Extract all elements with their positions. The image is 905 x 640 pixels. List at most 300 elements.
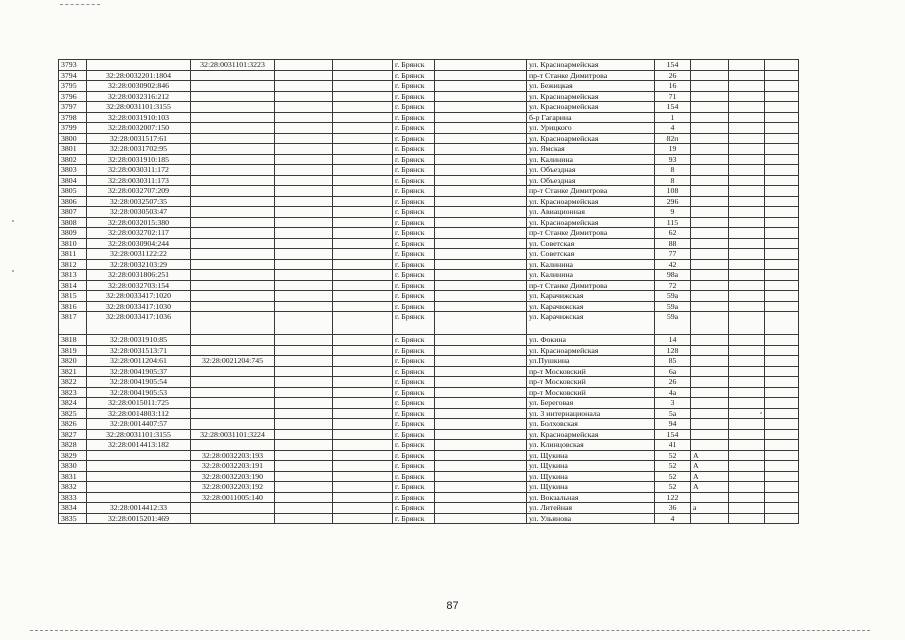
- cadastral-number-2-cell: [191, 345, 275, 356]
- cadastral-number-2-cell: [191, 196, 275, 207]
- empty-cell: [435, 280, 527, 291]
- house-number-cell: 93: [655, 154, 691, 165]
- empty-cell: [765, 196, 799, 207]
- cadastral-number-cell: 32:28:0031517:61: [87, 133, 191, 144]
- cadastral-number-2-cell: [191, 154, 275, 165]
- empty-cell: [275, 450, 333, 461]
- street-cell: ул. Карачижская: [527, 312, 655, 335]
- register-table-body: [59, 60, 799, 524]
- empty-cell: [729, 335, 765, 346]
- empty-cell: [765, 461, 799, 472]
- cadastral-number-cell: 32:28:0030904:244: [87, 238, 191, 249]
- table-row: [59, 387, 799, 398]
- empty-cell: [333, 259, 393, 270]
- table-row: [59, 196, 799, 207]
- empty-cell: [765, 291, 799, 302]
- house-number-cell: 26: [655, 70, 691, 81]
- row-number-cell: 3831: [59, 471, 87, 482]
- cadastral-number-2-cell: 32:28:0032203:190: [191, 471, 275, 482]
- empty-cell: [765, 259, 799, 270]
- empty-cell: [765, 154, 799, 165]
- empty-cell: [275, 259, 333, 270]
- house-number-cell: 4: [655, 513, 691, 524]
- house-letter-cell: А: [691, 482, 729, 493]
- city-cell: г. Брянск: [393, 419, 435, 430]
- empty-cell: [435, 207, 527, 218]
- empty-cell: [729, 503, 765, 514]
- empty-cell: [765, 186, 799, 197]
- table-row: [59, 482, 799, 493]
- empty-cell: [729, 440, 765, 451]
- cadastral-number-cell: 32:28:0033417:1020: [87, 291, 191, 302]
- table-row: [59, 112, 799, 123]
- empty-cell: [765, 312, 799, 335]
- table-row: [59, 301, 799, 312]
- table-row: [59, 450, 799, 461]
- house-letter-cell: [691, 102, 729, 113]
- street-cell: ул. Бежицкая: [527, 81, 655, 92]
- row-number-cell: 3816: [59, 301, 87, 312]
- city-cell: г. Брянск: [393, 461, 435, 472]
- empty-cell: [765, 408, 799, 419]
- page-number: 87: [446, 600, 459, 612]
- street-cell: б-р Гагарина: [527, 112, 655, 123]
- house-letter-cell: [691, 133, 729, 144]
- empty-cell: [333, 81, 393, 92]
- empty-cell: [765, 70, 799, 81]
- cadastral-number-cell: 32:28:0031122:22: [87, 249, 191, 260]
- empty-cell: [729, 312, 765, 335]
- house-number-cell: 52: [655, 450, 691, 461]
- house-number-cell: 71: [655, 91, 691, 102]
- house-letter-cell: [691, 144, 729, 155]
- empty-cell: [435, 154, 527, 165]
- city-cell: г. Брянск: [393, 217, 435, 228]
- empty-cell: [333, 345, 393, 356]
- city-cell: г. Брянск: [393, 408, 435, 419]
- house-letter-cell: [691, 356, 729, 367]
- empty-cell: [275, 408, 333, 419]
- house-number-cell: 85: [655, 356, 691, 367]
- cadastral-number-2-cell: [191, 144, 275, 155]
- empty-cell: [333, 217, 393, 228]
- house-number-cell: 154: [655, 60, 691, 71]
- cadastral-number-cell: 32:28:0032201:1804: [87, 70, 191, 81]
- empty-cell: [275, 123, 333, 134]
- city-cell: г. Брянск: [393, 133, 435, 144]
- table-row: [59, 335, 799, 346]
- cadastral-number-cell: 32:28:0030902:846: [87, 81, 191, 92]
- table-row: [59, 513, 799, 524]
- empty-cell: [729, 123, 765, 134]
- city-cell: г. Брянск: [393, 291, 435, 302]
- cadastral-number-2-cell: [191, 207, 275, 218]
- empty-cell: [765, 112, 799, 123]
- empty-cell: [435, 123, 527, 134]
- city-cell: г. Брянск: [393, 377, 435, 388]
- table-row: [59, 440, 799, 451]
- empty-cell: [765, 301, 799, 312]
- house-letter-cell: [691, 513, 729, 524]
- empty-cell: [435, 102, 527, 113]
- house-number-cell: 52: [655, 471, 691, 482]
- cadastral-number-cell: 32:28:0031702:95: [87, 144, 191, 155]
- empty-cell: [765, 217, 799, 228]
- cadastral-number-cell: 32:28:0014803:112: [87, 408, 191, 419]
- empty-cell: [729, 482, 765, 493]
- empty-cell: [729, 112, 765, 123]
- row-number-cell: 3827: [59, 429, 87, 440]
- empty-cell: [435, 196, 527, 207]
- street-cell: пр-т Московский: [527, 366, 655, 377]
- house-number-cell: 72: [655, 280, 691, 291]
- empty-cell: [275, 461, 333, 472]
- street-cell: ул. Красноармейская: [527, 429, 655, 440]
- empty-cell: [435, 482, 527, 493]
- street-cell: ул. Литейная: [527, 503, 655, 514]
- city-cell: г. Брянск: [393, 503, 435, 514]
- empty-cell: [765, 238, 799, 249]
- table-row: [59, 238, 799, 249]
- cadastral-number-2-cell: [191, 175, 275, 186]
- street-cell: ул. Болховская: [527, 419, 655, 430]
- empty-cell: [333, 228, 393, 239]
- empty-cell: [275, 471, 333, 482]
- house-number-cell: 98а: [655, 270, 691, 281]
- table-row: [59, 492, 799, 503]
- row-number-cell: 3811: [59, 249, 87, 260]
- street-cell: ул. Щукина: [527, 482, 655, 493]
- empty-cell: [729, 356, 765, 367]
- empty-cell: [275, 377, 333, 388]
- empty-cell: [275, 228, 333, 239]
- empty-cell: [765, 144, 799, 155]
- empty-cell: [729, 408, 765, 419]
- street-cell: пр-т Московский: [527, 387, 655, 398]
- cadastral-number-2-cell: [191, 81, 275, 92]
- house-letter-cell: [691, 335, 729, 346]
- empty-cell: [729, 70, 765, 81]
- row-number-cell: 3820: [59, 356, 87, 367]
- empty-cell: [435, 186, 527, 197]
- empty-cell: [729, 249, 765, 260]
- street-cell: ул. Красноармейская: [527, 102, 655, 113]
- street-cell: ул. 3 интернационала: [527, 408, 655, 419]
- table-row: [59, 81, 799, 92]
- city-cell: г. Брянск: [393, 175, 435, 186]
- city-cell: г. Брянск: [393, 312, 435, 335]
- house-letter-cell: [691, 228, 729, 239]
- house-number-cell: 82п: [655, 133, 691, 144]
- table-row: [59, 60, 799, 71]
- cadastral-number-cell: 32:28:0030311:173: [87, 175, 191, 186]
- house-number-cell: 6а: [655, 366, 691, 377]
- scan-artifact: [12, 220, 14, 222]
- street-cell: ул. Урицкого: [527, 123, 655, 134]
- street-cell: пр-т Станке Димитрова: [527, 70, 655, 81]
- house-number-cell: 19: [655, 144, 691, 155]
- cadastral-number-cell: [87, 450, 191, 461]
- empty-cell: [729, 102, 765, 113]
- row-number-cell: 3804: [59, 175, 87, 186]
- row-number-cell: 3803: [59, 165, 87, 176]
- empty-cell: [765, 165, 799, 176]
- empty-cell: [333, 377, 393, 388]
- cadastral-number-cell: 32:28:0031806:251: [87, 270, 191, 281]
- city-cell: г. Брянск: [393, 81, 435, 92]
- row-number-cell: 3823: [59, 387, 87, 398]
- house-letter-cell: [691, 492, 729, 503]
- house-number-cell: 5а: [655, 408, 691, 419]
- row-number-cell: 3806: [59, 196, 87, 207]
- empty-cell: [435, 270, 527, 281]
- empty-cell: [333, 356, 393, 367]
- empty-cell: [765, 377, 799, 388]
- empty-cell: [435, 513, 527, 524]
- city-cell: г. Брянск: [393, 102, 435, 113]
- empty-cell: [729, 228, 765, 239]
- house-letter-cell: [691, 301, 729, 312]
- cadastral-number-2-cell: [191, 270, 275, 281]
- house-letter-cell: [691, 196, 729, 207]
- empty-cell: [275, 165, 333, 176]
- empty-cell: [275, 312, 333, 335]
- empty-cell: [333, 249, 393, 260]
- street-cell: ул. Ульянова: [527, 513, 655, 524]
- street-cell: ул. Красноармейская: [527, 91, 655, 102]
- empty-cell: [333, 238, 393, 249]
- empty-cell: [435, 377, 527, 388]
- empty-cell: [435, 217, 527, 228]
- street-cell: ул. Калинина: [527, 154, 655, 165]
- city-cell: г. Брянск: [393, 91, 435, 102]
- cadastral-number-cell: 32:28:0030311:172: [87, 165, 191, 176]
- street-cell: ул. Красноармейская: [527, 345, 655, 356]
- empty-cell: [435, 461, 527, 472]
- city-cell: г. Брянск: [393, 259, 435, 270]
- empty-cell: [333, 207, 393, 218]
- empty-cell: [333, 419, 393, 430]
- cadastral-number-2-cell: [191, 280, 275, 291]
- row-number-cell: 3832: [59, 482, 87, 493]
- house-number-cell: 1: [655, 112, 691, 123]
- cadastral-number-cell: 32:28:0041905:54: [87, 377, 191, 388]
- cadastral-number-2-cell: [191, 387, 275, 398]
- empty-cell: [729, 144, 765, 155]
- house-number-cell: 52: [655, 482, 691, 493]
- empty-cell: [333, 450, 393, 461]
- empty-cell: [333, 280, 393, 291]
- empty-cell: [765, 175, 799, 186]
- empty-cell: [333, 144, 393, 155]
- empty-cell: [435, 387, 527, 398]
- empty-cell: [435, 503, 527, 514]
- cadastral-number-cell: 32:28:0033417:1036: [87, 312, 191, 335]
- empty-cell: [729, 175, 765, 186]
- empty-cell: [435, 249, 527, 260]
- table-row: [59, 144, 799, 155]
- table-row: [59, 133, 799, 144]
- house-number-cell: 115: [655, 217, 691, 228]
- city-cell: г. Брянск: [393, 450, 435, 461]
- house-number-cell: 14: [655, 335, 691, 346]
- cadastral-number-cell: [87, 492, 191, 503]
- empty-cell: [729, 81, 765, 92]
- street-cell: ул. Советская: [527, 249, 655, 260]
- city-cell: г. Брянск: [393, 112, 435, 123]
- cadastral-number-cell: 32:28:0031101:3155: [87, 102, 191, 113]
- cadastral-number-cell: 32:28:0031910:103: [87, 112, 191, 123]
- cadastral-number-cell: 32:28:0032103:29: [87, 259, 191, 270]
- empty-cell: [729, 492, 765, 503]
- empty-cell: [729, 238, 765, 249]
- empty-cell: [729, 196, 765, 207]
- city-cell: г. Брянск: [393, 429, 435, 440]
- empty-cell: [333, 91, 393, 102]
- house-number-cell: 59а: [655, 301, 691, 312]
- empty-cell: [333, 312, 393, 335]
- cadastral-number-cell: 32:28:0041905:53: [87, 387, 191, 398]
- empty-cell: [765, 270, 799, 281]
- empty-cell: [765, 440, 799, 451]
- street-cell: ул. Авиационная: [527, 207, 655, 218]
- house-number-cell: 122: [655, 492, 691, 503]
- empty-cell: [275, 335, 333, 346]
- row-number-cell: 3794: [59, 70, 87, 81]
- cadastral-number-cell: 32:28:0030503:47: [87, 207, 191, 218]
- empty-cell: [765, 366, 799, 377]
- empty-cell: [729, 280, 765, 291]
- street-cell: ул. Карачижская: [527, 291, 655, 302]
- house-number-cell: 4: [655, 123, 691, 134]
- city-cell: г. Брянск: [393, 492, 435, 503]
- cadastral-number-cell: [87, 482, 191, 493]
- cadastral-number-2-cell: [191, 238, 275, 249]
- empty-cell: [275, 60, 333, 71]
- table-row: [59, 291, 799, 302]
- empty-cell: [275, 492, 333, 503]
- cadastral-number-cell: 32:28:0014412:33: [87, 503, 191, 514]
- table-row: [59, 345, 799, 356]
- house-letter-cell: А: [691, 461, 729, 472]
- empty-cell: [333, 301, 393, 312]
- row-number-cell: 3808: [59, 217, 87, 228]
- house-letter-cell: [691, 217, 729, 228]
- empty-cell: [729, 217, 765, 228]
- house-letter-cell: [691, 91, 729, 102]
- street-cell: ул. Клинцовская: [527, 440, 655, 451]
- empty-cell: [435, 312, 527, 335]
- empty-cell: [275, 112, 333, 123]
- empty-cell: [275, 301, 333, 312]
- empty-cell: [435, 366, 527, 377]
- empty-cell: [729, 301, 765, 312]
- house-letter-cell: [691, 440, 729, 451]
- empty-cell: [275, 440, 333, 451]
- empty-cell: [275, 513, 333, 524]
- empty-cell: [275, 249, 333, 260]
- empty-cell: [435, 345, 527, 356]
- empty-cell: [333, 492, 393, 503]
- street-cell: ул. Советская: [527, 238, 655, 249]
- empty-cell: [435, 492, 527, 503]
- row-number-cell: 3812: [59, 259, 87, 270]
- empty-cell: [275, 503, 333, 514]
- empty-cell: [275, 345, 333, 356]
- street-cell: пр-т Станке Димитрова: [527, 186, 655, 197]
- row-number-cell: 3800: [59, 133, 87, 144]
- house-number-cell: 4а: [655, 387, 691, 398]
- house-letter-cell: [691, 259, 729, 270]
- cadastral-number-cell: 32:28:0031101:3155: [87, 429, 191, 440]
- house-letter-cell: [691, 387, 729, 398]
- table-row: [59, 217, 799, 228]
- empty-cell: [765, 60, 799, 71]
- empty-cell: [729, 429, 765, 440]
- row-number-cell: 3828: [59, 440, 87, 451]
- empty-cell: [765, 513, 799, 524]
- empty-cell: [333, 366, 393, 377]
- table-row: [59, 259, 799, 270]
- empty-cell: [729, 366, 765, 377]
- street-cell: пр-т Станке Димитрова: [527, 280, 655, 291]
- table-row: [59, 471, 799, 482]
- table-row: [59, 91, 799, 102]
- empty-cell: [275, 280, 333, 291]
- empty-cell: [435, 291, 527, 302]
- table-row: [59, 165, 799, 176]
- empty-cell: [333, 429, 393, 440]
- empty-cell: [435, 60, 527, 71]
- row-number-cell: 3807: [59, 207, 87, 218]
- street-cell: ул. Красноармейская: [527, 217, 655, 228]
- cadastral-number-2-cell: [191, 301, 275, 312]
- street-cell: ул.Пушкина: [527, 356, 655, 367]
- table-row: [59, 186, 799, 197]
- scan-artifact: [30, 630, 870, 631]
- empty-cell: [435, 356, 527, 367]
- empty-cell: [435, 175, 527, 186]
- city-cell: г. Брянск: [393, 366, 435, 377]
- row-number-cell: 3824: [59, 398, 87, 409]
- empty-cell: [275, 387, 333, 398]
- cadastral-number-cell: 32:28:0011204:61: [87, 356, 191, 367]
- empty-cell: [435, 81, 527, 92]
- cadastral-number-2-cell: [191, 366, 275, 377]
- empty-cell: [729, 461, 765, 472]
- cadastral-number-2-cell: [191, 312, 275, 335]
- empty-cell: [333, 102, 393, 113]
- city-cell: г. Брянск: [393, 228, 435, 239]
- row-number-cell: 3822: [59, 377, 87, 388]
- house-letter-cell: [691, 70, 729, 81]
- empty-cell: [765, 503, 799, 514]
- house-number-cell: 296: [655, 196, 691, 207]
- city-cell: г. Брянск: [393, 270, 435, 281]
- empty-cell: [435, 91, 527, 102]
- empty-cell: [729, 186, 765, 197]
- empty-cell: [729, 513, 765, 524]
- scan-artifact: [60, 4, 100, 5]
- empty-cell: [275, 186, 333, 197]
- city-cell: г. Брянск: [393, 440, 435, 451]
- house-number-cell: 94: [655, 419, 691, 430]
- table-row: [59, 123, 799, 134]
- empty-cell: [765, 228, 799, 239]
- house-number-cell: 52: [655, 461, 691, 472]
- row-number-cell: 3793: [59, 60, 87, 71]
- table-row: [59, 429, 799, 440]
